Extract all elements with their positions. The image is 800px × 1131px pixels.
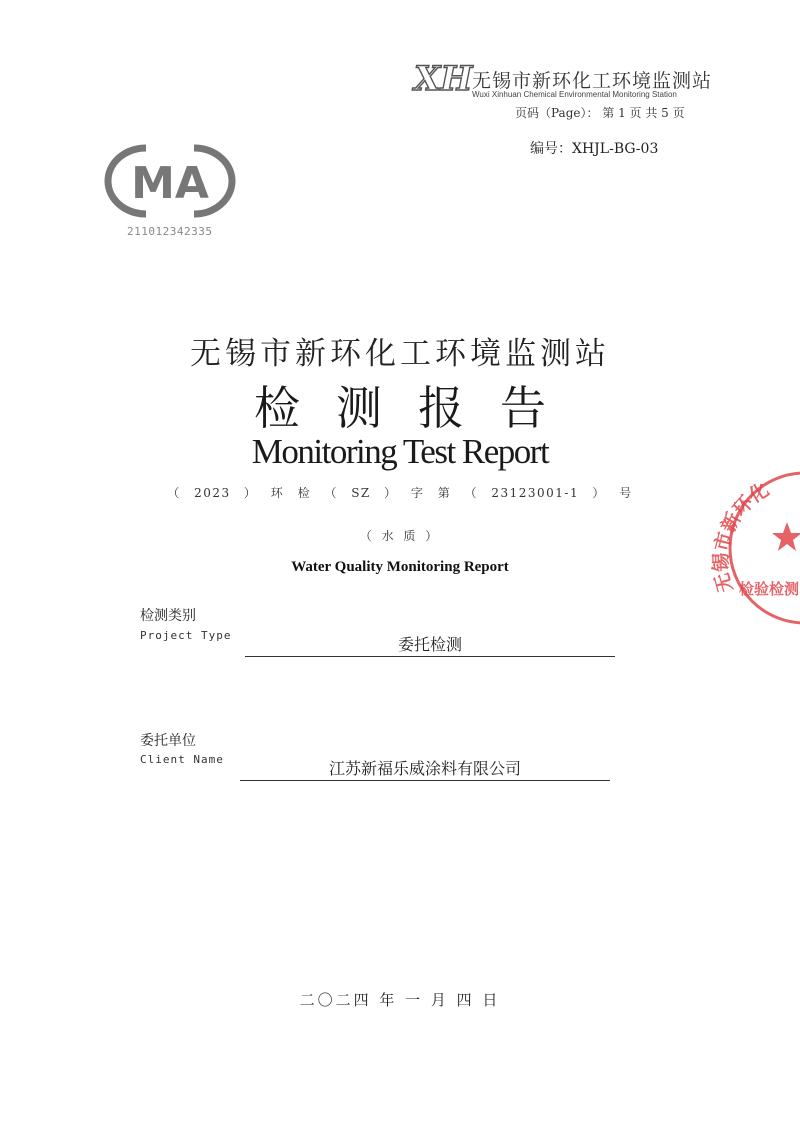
document-number: 编号：XHJL-BG-03	[530, 141, 659, 157]
title-report-cn: 检测报告	[254, 381, 582, 435]
header-org-name-en: Wuxi Xinhuan Chemical Environmental Monitoring Station	[472, 90, 677, 99]
project-type-label-cn: 检测类别	[140, 608, 196, 624]
svg-text:MA: MA	[131, 158, 209, 209]
subtitle-en: Water Quality Monitoring Report	[291, 559, 509, 575]
cma-certification-mark	[100, 142, 240, 220]
project-type-value: 委托检测	[245, 632, 615, 657]
svg-text:检验检测: 检验检测	[739, 580, 800, 598]
svg-text:无锡市新环化: 无锡市新环化	[710, 478, 773, 595]
title-report-en: Monitoring Test Report	[251, 432, 549, 471]
page-indicator: 页码（Page）： 第 1 页 共 5 页	[515, 106, 685, 120]
inspection-seal	[705, 470, 800, 630]
svg-text:XH: XH	[414, 59, 473, 99]
station-logo	[414, 58, 473, 99]
title-org-name: 无锡市新环化工环境监测站	[190, 336, 610, 372]
subtitle-cn: （ 水 质 ）	[359, 529, 441, 543]
client-name-label-cn: 委托单位	[140, 733, 196, 749]
project-type-label-en: Project Type	[140, 629, 232, 642]
report-number: （ 2023 ） 环 检 （ SZ ） 字 第 （ 23123001-1 ） 号	[167, 486, 633, 500]
client-name-label-en: Client Name	[140, 753, 224, 766]
client-name-value: 江苏新福乐威涂料有限公司	[240, 756, 610, 781]
header-org-name-cn: 无锡市新环化工环境监测站	[472, 70, 713, 92]
cma-number: 211012342335	[127, 225, 213, 238]
report-date: 二〇二四 年 一 月 四 日	[299, 991, 501, 1009]
